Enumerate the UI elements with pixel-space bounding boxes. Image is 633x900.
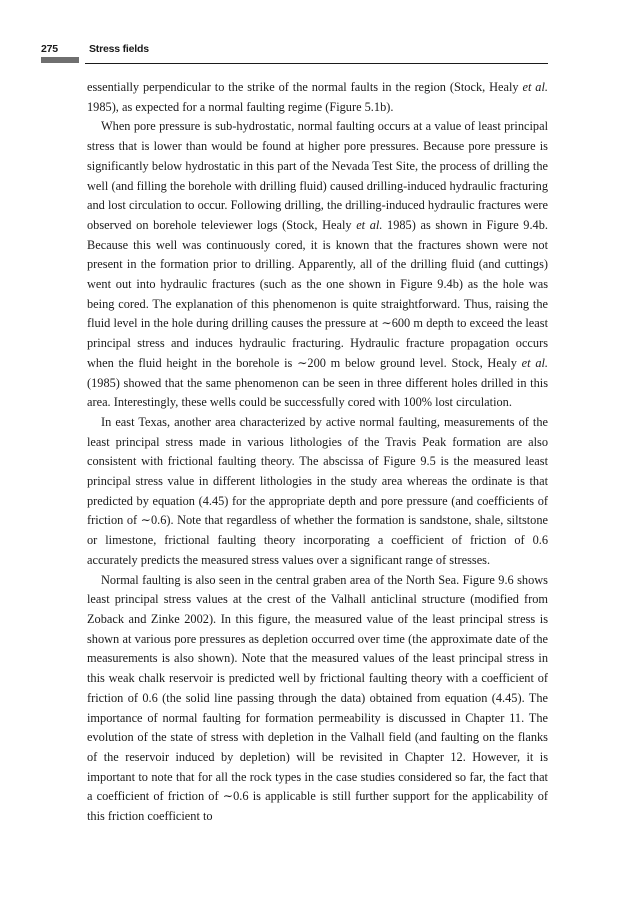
- text-run: (1985) showed that the same phenomenon can be seen in three different holes drilled in this area. Interestingly, these wells could be successfully cored with 100% lost circulation.: [87, 375, 548, 410]
- text-run: 1985) as shown in Figure 9.4b. Because this well was continuously cored, it is known that the fractures shown were not present in the formation prior to drilling. Apparently, all of the drilling fluid (and cuttings) went out into hydraulic fractures (such as the one shown in Figure 9.4b) as the hole was being cored. The explanation of this phenomenon is quite straightforward. Thus, raising the fluid level in the hole during drilling causes the pressure at ∼600 m depth to exceed the least principal stress and induces hydraulic fracturing. Hydraulic fracture propagation occurs when the fluid height in the borehole is ∼200 m below ground level. Stock, Healy: [87, 217, 548, 370]
- body-text: [87, 78, 548, 827]
- text-run: Normal faulting is also seen in the central graben area of the North Sea. Figure 9.6 shows least principal stress values at the crest of the Valhall anticlinal structure (modified from Zoback and Zinke 2002). In this figure, the measured value of the least principal stress is shown at various pore pressures as depletion occurred over time (the approximate date of the measurements is also shown). Note that the measured values of the least principal stress in this weak chalk reservoir is predicted well by frictional faulting theory with a coefficient of friction of 0.6 (the solid line passing through the data) obtained from equation (4.45). The importance of normal faulting for formation permeability is discussed in Chapter 11. The evolution of the state of stress with depletion in the Valhall field (and faulting on the flanks of the reservoir induced by depletion) will be revisited in Chapter 12. However, it is important to note that for all the rock types in the case studies considered so far, the fact that a coefficient of friction of ∼0.6 is applicable is still further support for the applicability of this friction coefficient to: [87, 572, 548, 824]
- paragraph-p2: [87, 117, 548, 413]
- italic-text: et al.: [356, 217, 383, 232]
- paragraph-p4: [87, 571, 548, 827]
- text-run: When pore pressure is sub-hydrostatic, normal faulting occurs at a value of least principal stress that is lower than would be found at higher pore pressures. Because pore pressure is significantly below hydrostatic in this part of the Nevada Test Site, the process of drilling the well (and filling the borehole with drilling fluid) caused drilling-induced hydraulic fracturing and lost circulation to occur. Following drilling, the drilling-induced hydraulic fractures were observed on borehole televiewer logs (Stock, Healy: [87, 119, 548, 232]
- text-run: 1985), as expected for a normal faulting regime (Figure 5.1b).: [87, 99, 394, 114]
- italic-text: et al.: [521, 355, 548, 370]
- italic-text: et al.: [522, 80, 548, 94]
- paragraph-p3: [87, 413, 548, 571]
- text-run: In east Texas, another area characterized by active normal faulting, measurements of the least principal stress made in various lithologies of the Travis Peak formation are also consistent with frictional faulting theory. The abscissa of Figure 9.5 is the measured least principal stress value in different lithologies in the study area whereas the ordinate is that predicted by equation (4.45) for the appropriate depth and pore pressure (and coefficients of friction of ∼0.6). Note that regardless of whether the formation is sandstone, shale, siltstone or limestone, frictional faulting theory incorporating a coefficient of friction of 0.6 accurately predicts the measured stress values over a significant range of stresses.: [87, 414, 548, 567]
- text-run: essentially perpendicular to the strike of the normal faults in the region (Stock, Healy: [87, 80, 523, 94]
- header-accent-bar: [41, 57, 79, 63]
- page-number: 275: [41, 43, 58, 55]
- paragraph-p1: [87, 78, 548, 117]
- page-header: [41, 40, 548, 66]
- running-title: Stress fields: [89, 43, 149, 55]
- header-rule: [85, 63, 548, 64]
